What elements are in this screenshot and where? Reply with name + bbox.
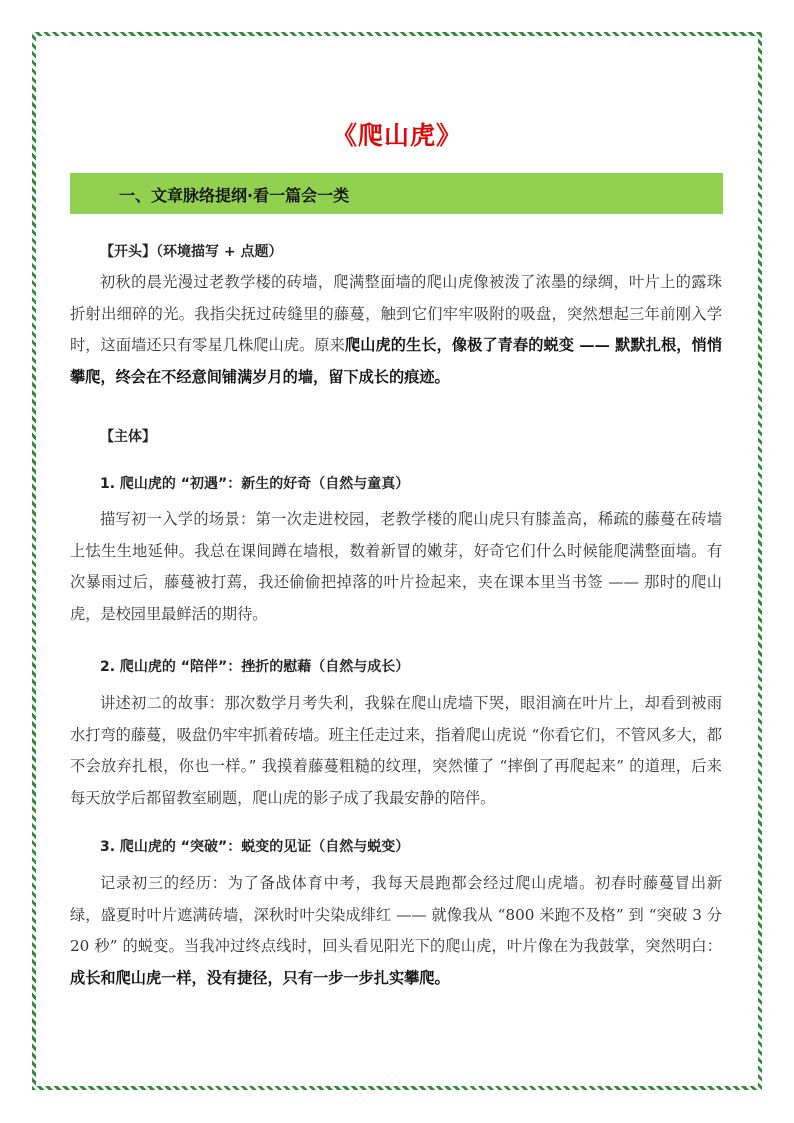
opening-label: 【开头】（环境描写 + 点题） [100,244,283,260]
section-2-paragraph: 讲述初二的故事：那次数学月考失利，我躲在爬山虎墙下哭，眼泪滴在叶片上，却看到被雨水打弯的藤蔓，吸盘仍牢牢抓着砖墙。班主任走过来，指着爬山虎说 “你看它们，不管风多大，都不会放弃扎根，你也一样。” 我摸着藤蔓粗糙的纹理，突然懂了 “摔倒了再爬起来” 的道理，后来每天放学后都留教室刷题，爬山虎的影子成了我最安静的陪伴。 [70,694,722,807]
body-label: 【主体】 [100,429,156,445]
section-banner [70,173,723,214]
section-3-paragraph [70,868,722,994]
page-title: 《爬山虎》 [331,121,462,150]
opening-text: 初秋的晨光漫过老教学楼的砖墙，爬满整面墙的爬山虎像被泼了浓墨的绿绸，叶片上的露珠折射出细碎的光。我指尖抚过砖缝里的藤蔓，触到它们牢牢吸附的吸盘，突然想起三年前刚入学时，这面墙还只有零星几株爬山虎。原来 [70,273,722,354]
opening-emphasis: 爬山虎的生长，像极了青春的蜕变 —— 默默扎根，悄悄攀爬，终会在不经意间铺满岁月的墙，留下成长的痕迹。 [70,336,723,386]
section-1-heading: 1. 爬山虎的 “初遇”：新生的好奇（自然与童真） [100,476,410,492]
section-2-heading: 2. 爬山虎的 “陪伴”：挫折的慰藉（自然与成长） [100,659,410,675]
section-3-text: 记录初三的经历：为了备战体育中考，我每天晨跑都会经过爬山虎墙。初春时藤蔓冒出新绿，盛夏时叶片遮满砖墙，深秋时叶尖染成绯红 —— 就像我从 “800 米跑不及格” 到 “突破 3 分 20 秒” 的蜕变。当我冲过终点线时，回头看见阳光下的爬山虎，叶片像在为我鼓掌，突然明白： [70,874,722,955]
opening-paragraph [70,267,722,393]
section-1-paragraph: 描写初一入学的场景：第一次走进校园，老教学楼的爬山虎只有膝盖高，稀疏的藤蔓在砖墙上怯生生地延伸。我总在课间蹲在墙根，数着新冒的嫩芽，好奇它们什么时候能爬满整面墙。有次暴雨过后，藤蔓被打蔫，我还偷偷把掉落的叶片捡起来，夹在课本里当书签 —— 那时的爬山虎，是校园里最鲜活的期待。 [70,510,722,623]
section-3-heading: 3. 爬山虎的 “突破”：蜕变的见证（自然与蜕变） [100,839,410,855]
section-banner-label: 一、文章脉络提纲·看一篇会一类 [119,186,350,205]
section-3-emphasis: 成长和爬山虎一样，没有捷径，只有一步一步扎实攀爬。 [70,968,450,987]
